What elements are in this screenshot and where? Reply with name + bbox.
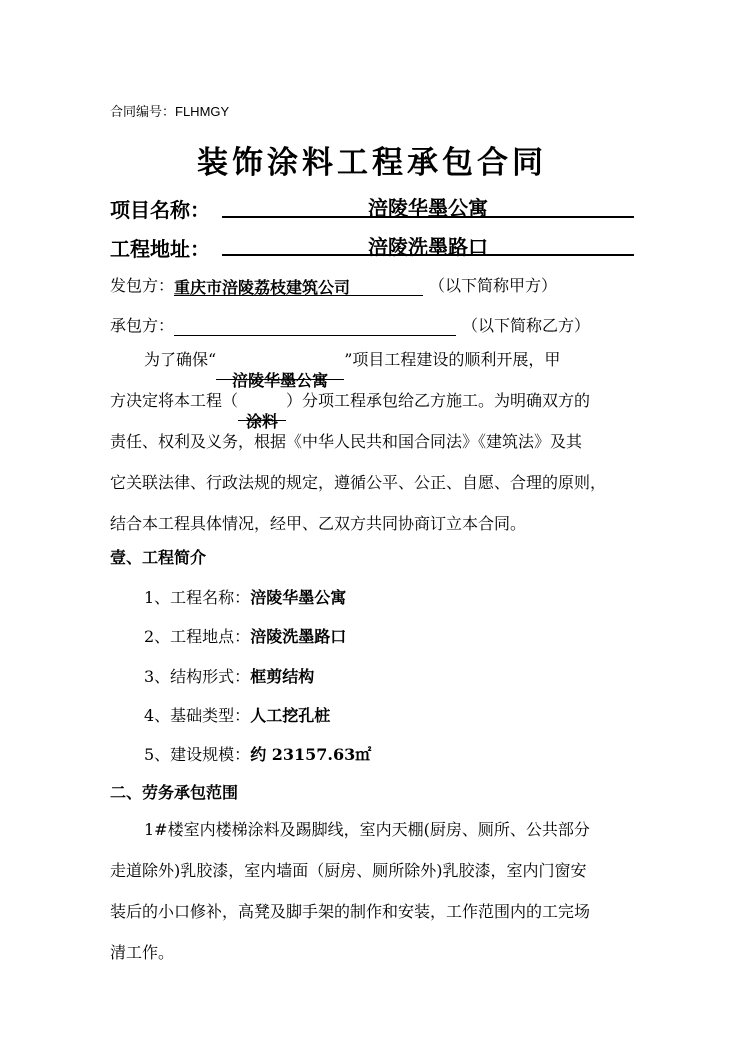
document-title: 装饰涂料工程承包合同 — [197, 145, 547, 181]
project-info-item: 2、工程地点：涪陵洗墨路口 — [144, 627, 347, 646]
project-info-item: 5、建设规模：约 23157.63㎡ — [144, 745, 372, 764]
intro-line-3: 责任、权利及义务，根据《中华人民共和国合同法》《建筑法》及其 — [110, 432, 583, 451]
project-info-item: 4、基础类型：人工挖孔桩 — [144, 706, 331, 725]
contractor-row — [110, 313, 590, 336]
project-name-value: 涪陵华墨公寓 — [368, 196, 488, 220]
scope-line: 1#楼室内楼梯涂料及踢脚线，室内天棚(厨房、厕所、公共部分 — [144, 820, 590, 839]
intro-line-4: 它关联法律、行政法规的规定，遵循公平、公正、自愿、合理的原则， — [110, 473, 607, 492]
contractor-note: （以下简称乙方） — [462, 316, 591, 335]
intro-project-fill: 涪陵华墨公寓 — [216, 360, 344, 380]
intro-paragraph — [110, 339, 634, 544]
scope-paragraph — [110, 809, 634, 973]
employer-note: （以下简称甲方） — [429, 276, 558, 295]
intro-line-2: 方决定将本工程（涂料）分项工程承包给乙方施工。为明确双方的 — [110, 391, 591, 431]
contract-number-value: FLHMGY — [175, 104, 230, 119]
project-info-item: 3、结构形式：框剪结构 — [144, 667, 315, 686]
contract-number — [110, 101, 229, 120]
project-address-value: 涪陵洗墨路口 — [368, 235, 488, 259]
contract-number-label: 合同编号： — [110, 104, 176, 119]
scope-line: 清工作。 — [110, 943, 175, 962]
intro-line-1: 为了确保“涪陵华墨公寓”项目工程建设的顺利开展，甲 — [144, 350, 561, 390]
intro-item-fill: 涂料 — [238, 401, 286, 421]
employer-value: 重庆市涪陵荔枝建筑公司 — [174, 275, 423, 296]
employer-row — [110, 273, 557, 296]
scope-line: 装后的小口修补，高凳及脚手架的制作和安装，工作范围内的工完场 — [110, 902, 591, 921]
project-address-label: 工程地址： — [110, 237, 210, 261]
scope-line: 走道除外)乳胶漆，室内墙面（厨房、厕所除外)乳胶漆，室内门窗安 — [110, 861, 587, 880]
section-2-heading: 二、劳务承包范围 — [110, 783, 239, 802]
project-info-item: 1、工程名称：涪陵华墨公寓 — [144, 588, 347, 607]
section-1-heading: 壹、工程简介 — [110, 548, 207, 567]
contractor-value — [174, 315, 456, 336]
contractor-label: 承包方： — [110, 316, 175, 335]
intro-line-5: 结合本工程具体情况，经甲、乙双方共同协商订立本合同。 — [110, 514, 527, 533]
project-name-label: 项目名称： — [110, 198, 210, 222]
employer-label: 发包方： — [110, 276, 175, 295]
